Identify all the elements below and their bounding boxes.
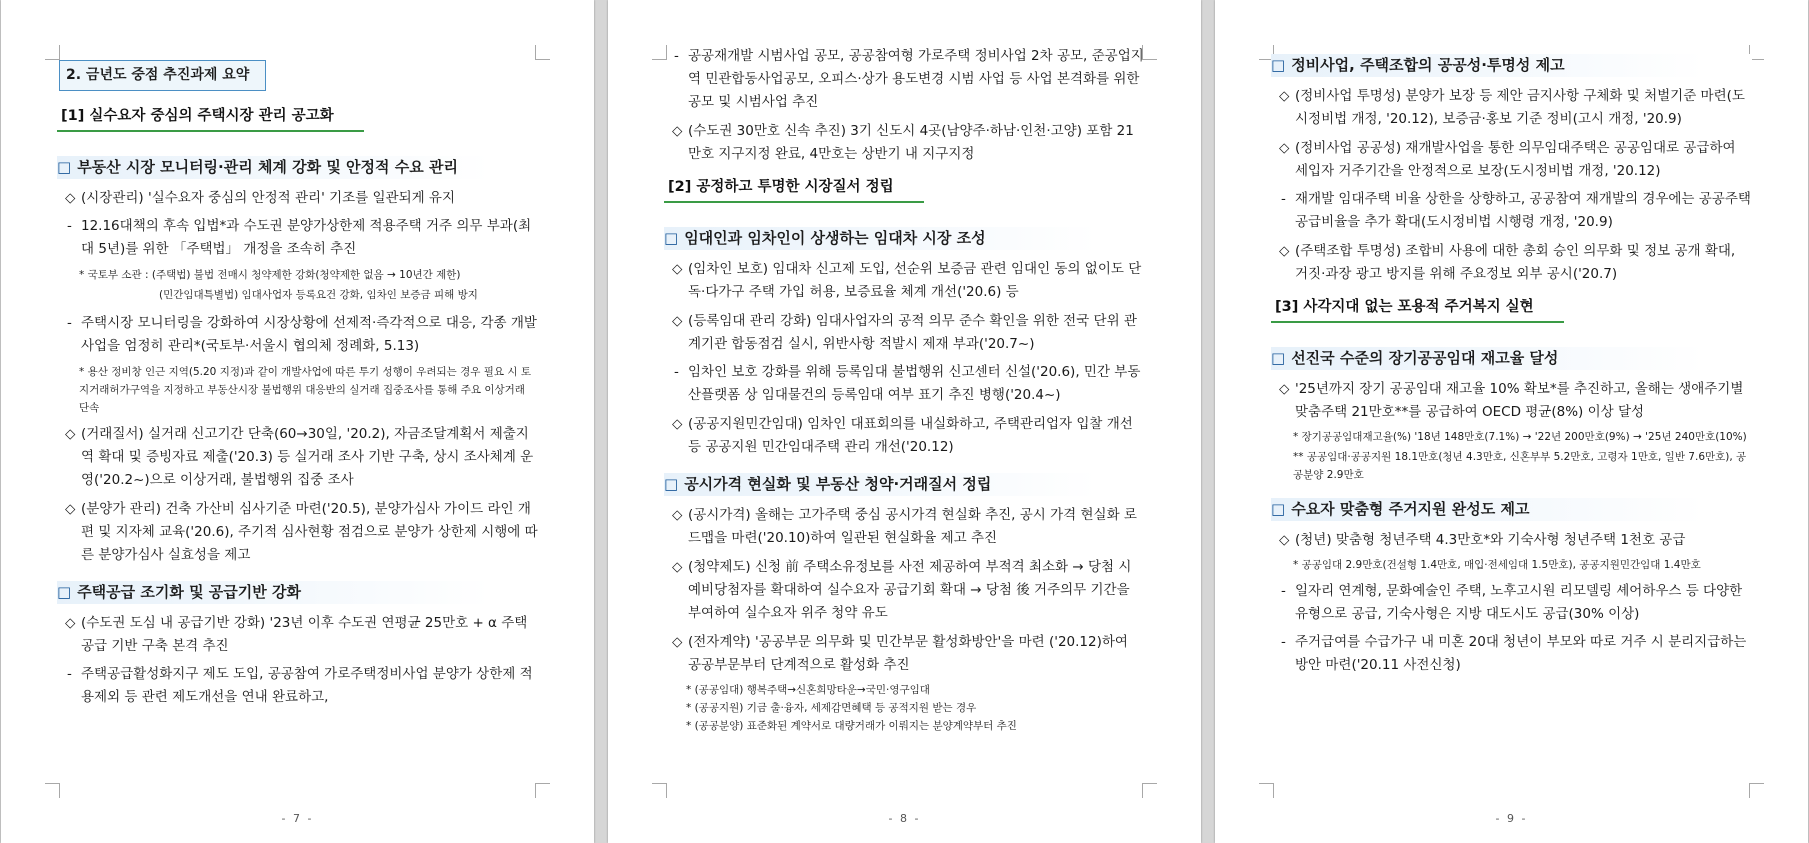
section-heading: □ 임대인과 임차인이 상생하는 임대차 시장 조성 — [664, 227, 1145, 250]
page-7 — [1, 0, 594, 843]
footnote: * 국토부 소관 : (주택법) 불법 전매시 청약제한 강화(청약제한 없음 → 10년간 제한) — [79, 269, 461, 281]
margin-mark — [1259, 783, 1274, 798]
diamond-bullet-icon: ◇ — [1279, 243, 1290, 259]
margin-mark — [652, 783, 667, 798]
dash-bullet-icon: - — [67, 666, 72, 682]
list-item: ◇ (청년) 맞춤형 청년주택 4.3만호*와 기숙사형 청년주택 1천호 공급 — [1271, 529, 1752, 552]
list-item: ◇ (거래질서) 실거래 신고기간 단축(60→30일, '20.2), 자금조달계획서 제출지역 확대 및 증빙자료 제출('20.3) 등 실거래 조사 기반 구축, 상시 조사체계 운영('20.2~)으로 이상거래, 불법행위 집중 조사 — [57, 423, 538, 492]
diamond-bullet-icon: ◇ — [672, 634, 683, 650]
diamond-bullet-icon: ◇ — [672, 261, 683, 277]
list-item: ◇ (분양가 관리) 건축 가산비 심사기준 마련('20.5), 분양가심사 가이드 라인 개편 및 지자체 교육('20.6), 주기적 심사현황 점검으로 분양가 상한제 시행에 따른 분양가심사 실효성을 제고 — [57, 498, 538, 567]
square-bullet-icon: □ — [664, 229, 679, 247]
subheading: [1] 실수요자 중심의 주택시장 관리 공고화 — [57, 103, 364, 132]
page-content — [1271, 40, 1752, 682]
dash-item: - 재개발 임대주택 비율 상한을 상향하고, 공공참여 재개발의 경우에는 공공주택 공급비율을 추가 확대(도시정비법 시행령 개정, '20.9) — [1271, 188, 1752, 234]
page-9 — [1215, 0, 1808, 843]
dash-bullet-icon: - — [674, 364, 679, 380]
dash-bullet-icon: - — [1281, 634, 1286, 650]
diamond-bullet-icon: ◇ — [672, 313, 683, 329]
diamond-bullet-icon: ◇ — [1279, 140, 1290, 156]
square-bullet-icon: □ — [57, 158, 72, 176]
diamond-bullet-icon: ◇ — [672, 507, 683, 523]
dash-item: - 12.16대책의 후속 입법*과 수도권 분양가상한제 적용주택 거주 의무 부과(최대 5년)를 위한 「주택법」 개정을 조속히 추진 — [57, 215, 538, 261]
section-heading: □ 공시가격 현실화 및 부동산 청약·거래질서 정립 — [664, 473, 1145, 496]
list-item: ◇ (수도권 도심 내 공급기반 강화) '23년 이후 수도권 연평균 25만호 + α 주택공급 기반 구축 본격 추진 — [57, 612, 538, 658]
diamond-bullet-icon: ◇ — [65, 615, 76, 631]
page-number: - 8 - — [888, 812, 921, 825]
list-item: ◇ (임차인 보호) 임대차 신고제 도입, 선순위 보증금 관련 임대인 동의 없이도 단독·다가구 주택 가입 허용, 보증료율 체계 개선('20.6) 등 — [664, 258, 1145, 304]
dash-item: - 공공재개발 시범사업 공모, 공공참여형 가로주택 정비사업 2차 공모, 준공업지역 민관합동사업공모, 오피스·상가 용도변경 시범 사업 등 사업 본격화를 위한 공모 및 시범사업 추진 — [664, 45, 1145, 114]
diamond-bullet-icon: ◇ — [672, 123, 683, 139]
chapter-title-box: 2. 금년도 중점 추진과제 요약 — [59, 60, 266, 91]
square-bullet-icon: □ — [1271, 349, 1286, 367]
list-item: ◇ (수도권 30만호 신속 추진) 3기 신도시 4곳(남양주·하남·인천·고양) 포함 21만호 지구지정 완료, 4만호는 상반기 내 지구지정 — [664, 120, 1145, 166]
margin-mark — [1749, 783, 1764, 798]
section-heading: □ 정비사업, 주택조합의 공공성·투명성 제고 — [1271, 54, 1752, 77]
square-bullet-icon: □ — [1271, 56, 1286, 74]
list-item: ◇ (정비사업 투명성) 분양가 보장 등 제안 금지사항 구체화 및 처벌기준 마련(도시정비법 개정, '20.12), 보증금·홍보 기준 정비(고시 개정, '20.9) — [1271, 85, 1752, 131]
square-bullet-icon: □ — [664, 475, 679, 493]
margin-mark — [45, 783, 60, 798]
square-bullet-icon: □ — [57, 583, 72, 601]
diamond-bullet-icon: ◇ — [65, 190, 76, 206]
dash-item: - 주택공급활성화지구 제도 도입, 공공참여 가로주택정비사업 분양가 상한제 적용제외 등 관련 제도개선을 연내 완료하고, — [57, 663, 538, 709]
footnote: * 용산 정비창 인근 지역(5.20 지정)과 같이 개발사업에 따른 투기 성행이 우려되는 경우 필요 시 토지거래허가구역을 지정하고 부동산시장 불법행위 대응반의 실거래 집중조사를 통해 주요 이상거래 단속 — [79, 366, 532, 414]
list-item: ◇ '25년까지 장기 공공임대 재고율 10% 확보*를 추진하고, 올해는 생애주기별 맞춤주택 21만호**를 공급하여 OECD 평균(8%) 이상 달성 — [1271, 378, 1752, 424]
list-item: ◇ (주택조합 투명성) 조합비 사용에 대한 총회 승인 의무화 및 정보 공개 확대, 거짓·과장 광고 방지를 위해 주요정보 외부 공시('20.7) — [1271, 240, 1752, 286]
footnote: * (공공임대) 행복주택→신혼희망타운→국민·영구임대 — [686, 684, 930, 696]
list-item: ◇ (전자계약) '공공부문 의무화 및 민간부문 활성화방안'을 마련 ('20.12)하여 공공부문부터 단계적으로 활성화 추진 — [664, 631, 1145, 677]
section-heading: □ 수요자 맞춤형 주거지원 완성도 제고 — [1271, 498, 1752, 521]
dash-bullet-icon: - — [1281, 191, 1286, 207]
page-8 — [608, 0, 1201, 843]
footnote: * (공공분양) 표준화된 계약서로 대량거래가 이뤄지는 분양계약부터 추진 — [686, 720, 1017, 732]
dash-bullet-icon: - — [67, 315, 72, 331]
dash-item: - 임차인 보호 강화를 위해 등록임대 불법행위 신고센터 신설('20.6), 민간 부동산플랫폼 상 임대물건의 등록임대 여부 표기 추진 병행('20.4~) — [664, 361, 1145, 407]
footnote: * 공공임대 2.9만호(건설형 1.4만호, 매입·전세임대 1.5만호), 공공지원민간임대 1.4만호 — [1293, 559, 1701, 571]
dash-bullet-icon: - — [674, 48, 679, 64]
list-item: ◇ (정비사업 공공성) 재개발사업을 통한 의무임대주택은 공공임대로 공급하여 세입자 거주기간을 안정적으로 보장(도시정비법 개정, '20.12) — [1271, 137, 1752, 183]
diamond-bullet-icon: ◇ — [672, 559, 683, 575]
list-item: ◇ (시장관리) '실수요자 중심의 안정적 관리' 기조를 일관되게 유지 — [57, 187, 538, 210]
page-content — [57, 48, 538, 714]
margin-mark — [535, 783, 550, 798]
page-content — [664, 40, 1145, 735]
dash-item: - 주택시장 모니터링을 강화하여 시장상황에 선제적·즉각적으로 대응, 각종 개발사업을 엄정히 관리*(국토부·서울시 협의체 정례화, 5.13) — [57, 312, 538, 358]
margin-mark — [1142, 783, 1157, 798]
list-item: ◇ (등록임대 관리 강화) 임대사업자의 공적 의무 준수 확인을 위한 전국 단위 관계기관 합동점검 실시, 위반사항 적발시 제재 부과('20.7~) — [664, 310, 1145, 356]
subheading: [2] 공정하고 투명한 시장질서 정립 — [664, 174, 924, 203]
footnote: * (공공지원) 기금 출·융자, 세제감면혜택 등 공적지원 받는 경우 — [686, 702, 977, 714]
page-number: - 9 - — [1495, 812, 1528, 825]
list-item: ◇ (청약제도) 신청 前 주택소유정보를 사전 제공하여 부적격 최소화 → 당첨 시 예비당첨자를 확대하여 실수요자 공급기회 확대 → 당첨 後 거주의무 기간을 부여하여 실수요자 위주 청약 유도 — [664, 556, 1145, 625]
diamond-bullet-icon: ◇ — [1279, 381, 1290, 397]
dash-item: - 주거급여를 수급가구 내 미혼 20대 청년이 부모와 따로 거주 시 분리지급하는 방안 마련('20.11 사전신청) — [1271, 631, 1752, 677]
diamond-bullet-icon: ◇ — [672, 416, 683, 432]
footnote: ** 공공임대·공공지원 18.1만호(청년 4.3만호, 신혼부부 5.2만호, 고령자 1만호, 일반 7.6만호), 공공분양 2.9만호 — [1293, 451, 1747, 481]
section-heading: □ 부동산 시장 모니터링·관리 체계 강화 및 안정적 수요 관리 — [57, 156, 538, 179]
dash-item: - 일자리 연계형, 문화예술인 주택, 노후고시원 리모델링 셰어하우스 등 다양한 유형으로 공급, 기숙사형은 지방 대도시도 공급(30% 이상) — [1271, 580, 1752, 626]
square-bullet-icon: □ — [1271, 500, 1286, 518]
diamond-bullet-icon: ◇ — [65, 501, 76, 517]
dash-bullet-icon: - — [67, 218, 72, 234]
section-heading: □ 선진국 수준의 장기공공임대 재고율 달성 — [1271, 347, 1752, 370]
footnote: (민간임대특별법) 임대사업자 등록요건 강화, 임차인 보증금 피해 방지 — [159, 289, 478, 301]
page-number: - 7 - — [281, 812, 314, 825]
dash-bullet-icon: - — [1281, 583, 1286, 599]
diamond-bullet-icon: ◇ — [1279, 88, 1290, 104]
diamond-bullet-icon: ◇ — [65, 426, 76, 442]
list-item: ◇ (공공지원민간임대) 임차인 대표회의를 내실화하고, 주택관리업자 입찰 개선 등 공공지원 민간임대주택 관리 개선('20.12) — [664, 413, 1145, 459]
diamond-bullet-icon: ◇ — [1279, 532, 1290, 548]
subheading: [3] 사각지대 없는 포용적 주거복지 실현 — [1271, 294, 1564, 323]
footnote: * 장기공공임대재고율(%) '18년 148만호(7.1%) → '22년 200만호(9%) → '25년 240만호(10%) — [1293, 431, 1747, 443]
list-item: ◇ (공시가격) 올해는 고가주택 중심 공시가격 현실화 추진, 공시 가격 현실화 로드맵을 마련('20.10)하여 일관된 현실화율 제고 추진 — [664, 504, 1145, 550]
section-heading: □ 주택공급 조기화 및 공급기반 강화 — [57, 581, 538, 604]
